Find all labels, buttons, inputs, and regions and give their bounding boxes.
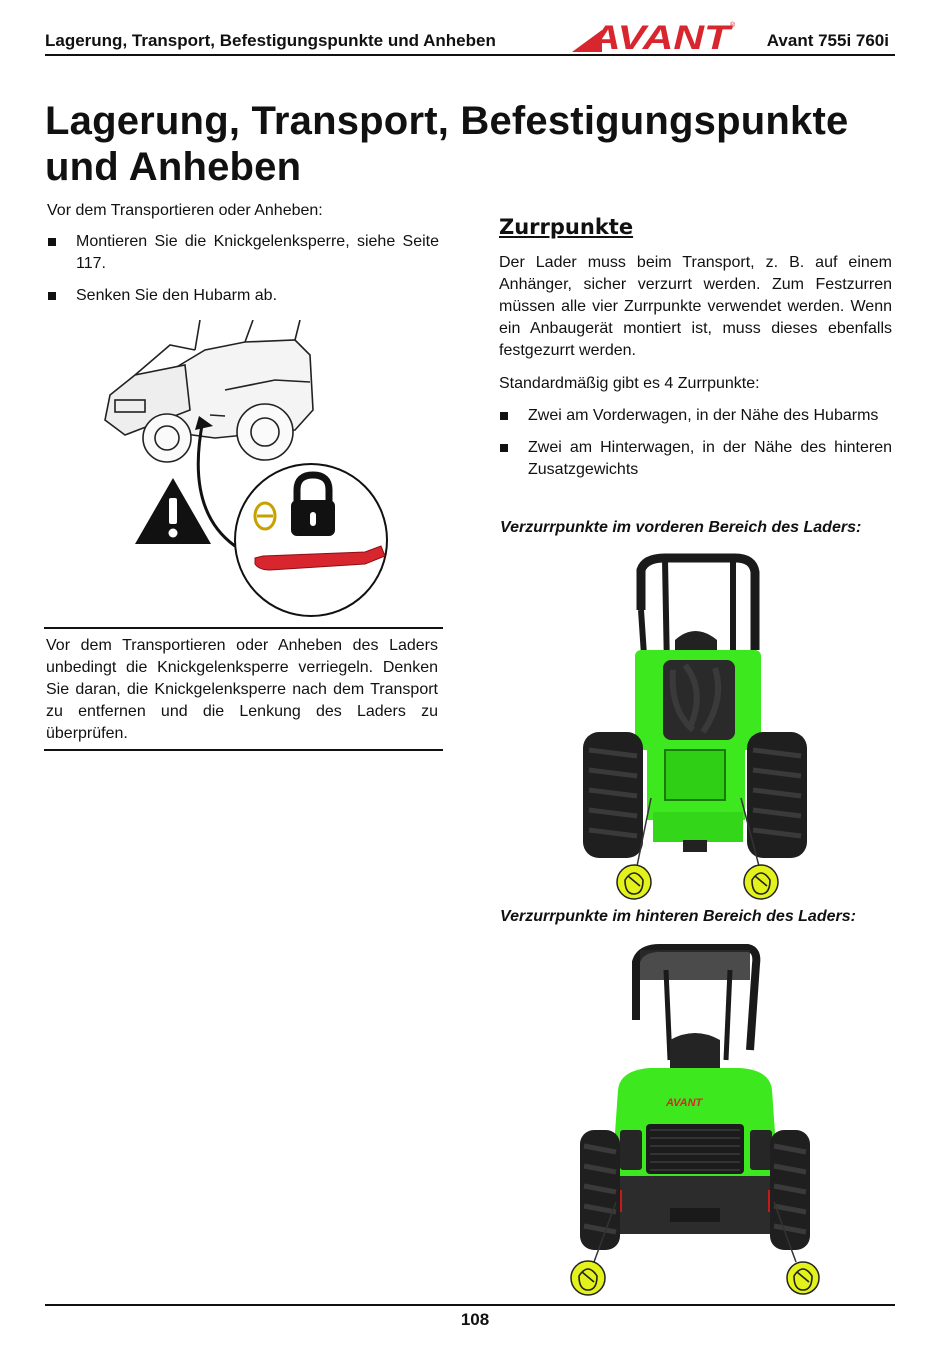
left-bullet-list [47, 231, 439, 307]
lashing-point-icon [617, 865, 651, 899]
right-bullet-list [499, 405, 892, 481]
header-model: Avant 755i 760i [766, 31, 889, 50]
header-section-title: Lagerung, Transport, Befestigungspunkte und Anheben [45, 31, 496, 50]
lashing-point-icon [744, 865, 778, 899]
bullet-square-icon [500, 412, 508, 420]
loader-line-drawing [105, 320, 313, 462]
rear-logo-text: AVANT [666, 1097, 703, 1109]
list-item: Senken Sie den Hubarm ab. [47, 285, 439, 307]
front-right-tyre [747, 732, 807, 858]
list-item: Montieren Sie die Knickgelenksperre, siehe Seite 117. [47, 231, 439, 275]
footer-rule [45, 1304, 895, 1306]
bullet-square-icon [500, 444, 508, 452]
bullet-square-icon [48, 238, 56, 246]
list-item: Zwei am Vorderwagen, in der Nähe des Hubarms [499, 405, 892, 427]
notice-text: Vor dem Transportieren oder Anheben des Laders unbedingt die Knickgelenksperre verriegeln. Denken Sie daran, die Knickgelenksperre nach dem Transport zu entfernen und die Lenkung des Laders zu überprüfen. [46, 637, 438, 742]
logo-text: AVANT [588, 19, 735, 52]
page-number: 108 [460, 1310, 490, 1329]
loader-front-photo [575, 550, 815, 902]
left-column [47, 200, 439, 317]
paragraph: Standardmäßig gibt es 4 Zurrpunkte: [499, 375, 760, 392]
running-header [45, 18, 895, 56]
avant-logo [572, 18, 738, 52]
page-title: Lagerung, Transport, Befestigungspunkte und Anheben [45, 99, 849, 189]
articulation-lock-illustration [95, 320, 391, 620]
rear-left-tyre [580, 1130, 620, 1250]
loader-rear-photo [570, 940, 820, 1300]
bullet-square-icon [48, 292, 56, 300]
lashing-point-icon [571, 1261, 605, 1295]
front-left-tyre [583, 732, 643, 858]
section-heading: Zurrpunkte [499, 215, 634, 239]
intro-text: Vor dem Transportieren oder Anheben: [47, 202, 323, 219]
notice-box [44, 627, 443, 751]
caption-front: Verzurrpunkte im vorderen Bereich des Laders: [500, 519, 862, 536]
lashing-point-icon [787, 1262, 819, 1294]
paragraph: Der Lader muss beim Transport, z. B. auf einem Anhänger, sicher verzurrt werden. Zum Festzurren müssen alle vier Zurrpunkte verwendet werden. Wenn ein Anbaugerät montiert ist, muss dieses ebenfalls festgezurrt werden. [499, 254, 892, 359]
list-item: Zwei am Hinterwagen, in der Nähe des hinteren Zusatzgewichts [499, 437, 892, 481]
svg-text:®: ® [730, 22, 736, 29]
caption-rear: Verzurrpunkte im hinteren Bereich des Laders: [500, 908, 856, 925]
rear-right-tyre [770, 1130, 810, 1250]
right-column [499, 214, 892, 491]
